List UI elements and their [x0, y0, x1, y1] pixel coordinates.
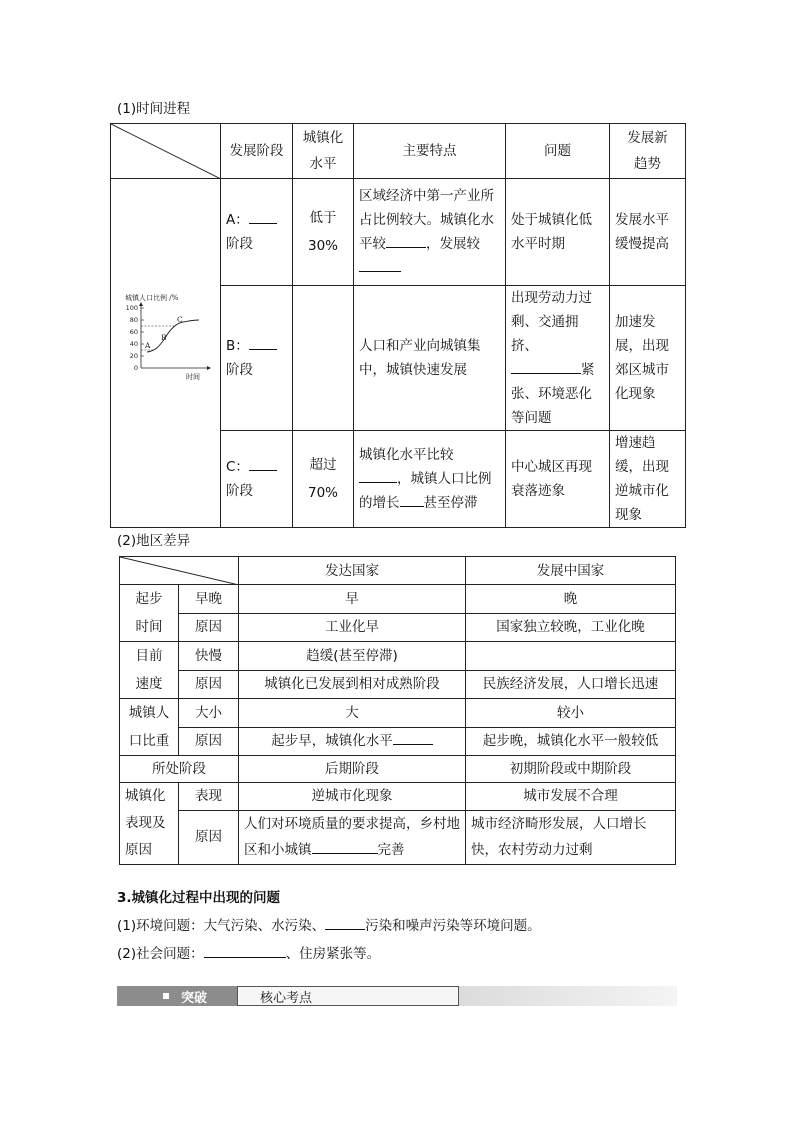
dvg-speed: [466, 642, 676, 671]
section-banner: [117, 986, 677, 1006]
dvg-start-reason: 国家独立较晚，工业化晚: [466, 613, 676, 642]
stage-a-problem: 处于城镇化低水平时期: [506, 179, 610, 286]
stage-a-level: 低于 30%: [293, 179, 354, 286]
social-blank[interactable]: [204, 943, 286, 958]
urbanization-curve: [147, 320, 199, 352]
row-proportion-reason: 原因: [179, 727, 239, 756]
dvg-proportion: 较小: [466, 699, 676, 728]
chart-ylabel: 城镇人口比例 /%: [125, 294, 179, 302]
row-speed-reason: 原因: [179, 670, 239, 699]
stage-b-cell: B： 阶段: [221, 286, 293, 431]
stage-b-blank[interactable]: [249, 335, 277, 350]
stage-c-trend: 增速趋缓，出现逆城市化现象: [610, 431, 686, 528]
regional-difference-table: [119, 556, 676, 865]
point-c-label: C: [177, 315, 183, 324]
point-b-label: B: [161, 333, 167, 342]
row-start-reason: 原因: [179, 613, 239, 642]
dev-speed: 趋缓(甚至停滞): [239, 642, 466, 671]
stage-c-features: 城镇化水平比较 ，城镇人口比例的增长 甚至停滞: [354, 431, 506, 528]
row-start-early-late: 早晚: [179, 585, 239, 614]
row-proportion: 城镇人 口比重: [120, 699, 179, 756]
diagonal-line-2: [120, 557, 239, 585]
stage-c-growth-blank[interactable]: [400, 492, 424, 507]
row-proportion-size: 大小: [179, 699, 239, 728]
banner-left-label: 突破: [181, 991, 208, 1006]
header-level: 城镇化 水平: [293, 124, 354, 179]
point-a-label: A: [145, 341, 151, 350]
stage-c-level-blank[interactable]: [359, 468, 397, 483]
banner-right-label: 核心考点: [260, 991, 313, 1006]
stage-b-level: [293, 286, 354, 431]
dev-performance-blank[interactable]: [312, 839, 378, 854]
y-tick-40: 40: [129, 340, 138, 348]
row-stage: 所处阶段: [120, 756, 239, 783]
y-tick-100: 100: [125, 304, 138, 312]
dev-proportion-blank[interactable]: [393, 730, 433, 745]
stage-b-problem: 出现劳动力过剩、交通拥挤、紧张、环境恶化等问题: [506, 286, 610, 431]
stage-c-problem: 中心城区再现衰落迹象: [506, 431, 610, 528]
stage-a-level-blank[interactable]: [386, 233, 426, 248]
dvg-performance: 城市发展不合理: [466, 783, 676, 811]
y-tick-80: 80: [129, 316, 138, 324]
y-tick-0: 0: [133, 364, 138, 372]
stage-c-level: 超过 70%: [293, 431, 354, 528]
dev-performance: 逆城市化现象: [239, 783, 466, 811]
dev-proportion: 大: [239, 699, 466, 728]
square-bullet-icon: [163, 993, 169, 999]
dvg-stage: 初期阶段或中期阶段: [466, 756, 676, 783]
stage-c-blank[interactable]: [249, 456, 277, 471]
dvg-start: 晚: [466, 585, 676, 614]
dev-speed-reason: 城镇化已发展到相对成熟阶段: [239, 670, 466, 699]
dvg-speed-reason: 民族经济发展，人口增长迅速: [466, 670, 676, 699]
dev-performance-reason: 人们对环境质量的要求提高，乡村地区和小城镇 完善: [239, 810, 466, 864]
row-start-time: 起步 时间: [120, 585, 179, 642]
stage-b-trend: 加速发展，出现郊区城市化现象: [610, 286, 686, 431]
section-1-title: (1)时间进程: [117, 101, 191, 117]
header-developing: 发展中国家: [466, 557, 676, 585]
diagonal-line: [111, 124, 221, 179]
dvg-proportion-reason: 起步晚，城镇化水平一般较低: [466, 727, 676, 756]
row-performance-reason: 原因: [179, 810, 239, 864]
dev-proportion-reason: 起步早，城镇化水平: [239, 727, 466, 756]
environment-blank[interactable]: [325, 915, 365, 930]
y-tick-60: 60: [129, 328, 138, 336]
header-trend: 发展新 趋势: [610, 124, 686, 179]
urbanization-curve-cell: [111, 179, 221, 528]
time-process-table: [110, 123, 686, 528]
diagonal-header-cell-2: [120, 557, 239, 585]
dev-stage: 后期阶段: [239, 756, 466, 783]
section-2-title: (2)地区差异: [117, 533, 191, 549]
social-problem-line: (2)社会问题： 、住房紧张等。: [117, 942, 380, 962]
stage-a-features: 区域经济中第一产业所占比例较大。城镇化水平较 ，发展较: [354, 179, 506, 286]
header-developed: 发达国家: [239, 557, 466, 585]
stage-a-trend: 发展水平缓慢提高: [610, 179, 686, 286]
header-features: 主要特点: [354, 124, 506, 179]
section-3-title: 3.城镇化过程中出现的问题: [117, 890, 281, 906]
stage-a-blank[interactable]: [249, 209, 277, 224]
chart-xlabel: 时间: [186, 373, 200, 381]
header-stage: 发展阶段: [221, 124, 293, 179]
row-performance: 城镇化 表现及 原因: [120, 783, 179, 865]
row-speed: 目前 速度: [120, 642, 179, 699]
stage-b-features: 人口和产业向城镇集中，城镇快速发展: [354, 286, 506, 431]
header-problems: 问题: [506, 124, 610, 179]
stage-b-problem-blank[interactable]: [511, 359, 581, 374]
urbanization-curve-chart: [111, 292, 221, 402]
row-speed-fast-slow: 快慢: [179, 642, 239, 671]
stage-a-cell: A： 阶段: [221, 179, 293, 286]
stage-c-cell: C： 阶段: [221, 431, 293, 528]
dvg-performance-reason: 城市经济畸形发展，人口增长快，农村劳动力过剩: [466, 810, 676, 864]
dev-start-reason: 工业化早: [239, 613, 466, 642]
environment-problem-line: (1)环境问题：大气污染、水污染、 污染和噪声污染等环境问题。: [117, 914, 541, 934]
row-performance-show: 表现: [179, 783, 239, 811]
y-tick-20: 20: [129, 352, 138, 360]
dev-start: 早: [239, 585, 466, 614]
stage-a-dev-blank[interactable]: [359, 257, 401, 272]
diagonal-header-cell: [111, 124, 221, 179]
